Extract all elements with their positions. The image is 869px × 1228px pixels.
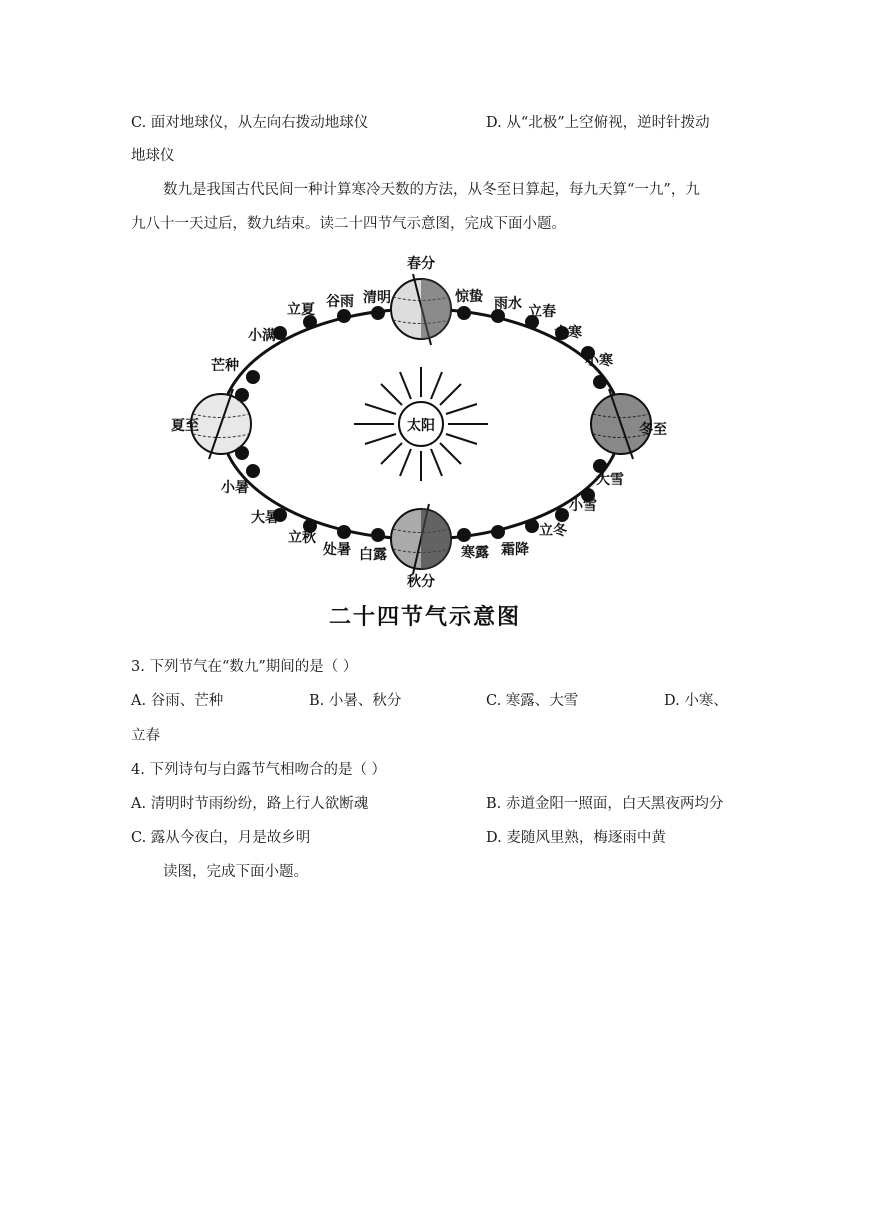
earth-autumn-equinox bbox=[391, 504, 451, 574]
term-jingzhe: 惊蛰 bbox=[455, 289, 483, 305]
next-intro: 读图，完成下面小题。 bbox=[163, 864, 308, 880]
term-autumn-equinox: 秋分 bbox=[407, 574, 435, 590]
option-c-prev: C. 面对地球仪，从左向右拨动地球仪 bbox=[131, 115, 369, 131]
q3-option-d-continued: 立春 bbox=[131, 728, 160, 744]
q4-option-c[interactable]: C. 露从今夜白，月是故乡明 bbox=[131, 830, 311, 846]
term-qingming: 清明 bbox=[363, 290, 391, 306]
term-xiaohan: 小寒 bbox=[585, 353, 613, 369]
term-liqiu: 立秋 bbox=[288, 530, 316, 546]
term-yushui: 雨水 bbox=[494, 296, 522, 312]
term-bailu: 白露 bbox=[359, 547, 387, 563]
term-winter-solstice: 冬至 bbox=[639, 422, 667, 438]
term-daxue: 大雪 bbox=[596, 472, 624, 488]
option-d-prev-continued: 地球仪 bbox=[131, 148, 175, 164]
term-spring-equinox: 春分 bbox=[407, 256, 435, 272]
sun-label: 太阳 bbox=[407, 418, 435, 434]
term-lixia: 立夏 bbox=[287, 302, 315, 318]
q4-option-b[interactable]: B. 赤道金阳一照面，白天黑夜两均分 bbox=[486, 796, 724, 812]
term-dahan: 大寒 bbox=[554, 325, 582, 341]
term-shuangjiang: 霜降 bbox=[501, 542, 529, 558]
term-xiaoman: 小满 bbox=[248, 328, 276, 344]
term-guyu: 谷雨 bbox=[326, 294, 354, 310]
term-lidong: 立冬 bbox=[539, 523, 567, 539]
term-summer-solstice: 夏至 bbox=[171, 418, 199, 434]
term-chushu: 处暑 bbox=[323, 542, 351, 558]
q3-option-b[interactable]: B. 小暑、秋分 bbox=[309, 693, 402, 709]
q3-option-d[interactable]: D. 小寒、 bbox=[664, 693, 728, 709]
intro-line-2: 九八十一天过后，数九结束。读二十四节气示意图，完成下面小题。 bbox=[131, 216, 566, 232]
q4-stem: 4. 下列诗句与白露节气相吻合的是（ ） bbox=[131, 762, 387, 778]
term-dashu: 大暑 bbox=[251, 510, 279, 526]
intro-line-1: 数九是我国古代民间一种计算寒冷天数的方法，从冬至日算起，每九天算“一九”，九 bbox=[163, 182, 700, 198]
option-d-prev: D. 从“北极”上空俯视，逆时针拨动 bbox=[486, 115, 710, 131]
term-xiaoxue: 小雪 bbox=[569, 498, 597, 514]
term-lichun: 立春 bbox=[528, 304, 556, 320]
term-hanlu: 寒露 bbox=[461, 545, 489, 561]
q3-stem: 3. 下列节气在“数九”期间的是（ ） bbox=[131, 659, 358, 675]
term-mangzhong: 芒种 bbox=[211, 358, 239, 374]
solar-terms-diagram bbox=[165, 252, 685, 637]
q3-option-a[interactable]: A. 谷雨、芒种 bbox=[131, 693, 224, 709]
q4-option-d[interactable]: D. 麦随风里熟，梅逐雨中黄 bbox=[486, 830, 666, 846]
diagram-caption: 二十四节气示意图 bbox=[328, 605, 522, 630]
q4-option-a[interactable]: A. 清明时节雨纷纷，路上行人欲断魂 bbox=[131, 796, 369, 812]
term-xiaoshu: 小暑 bbox=[221, 480, 249, 496]
earth-spring-equinox bbox=[391, 274, 451, 345]
q3-option-c[interactable]: C. 寒露、大雪 bbox=[486, 693, 579, 709]
